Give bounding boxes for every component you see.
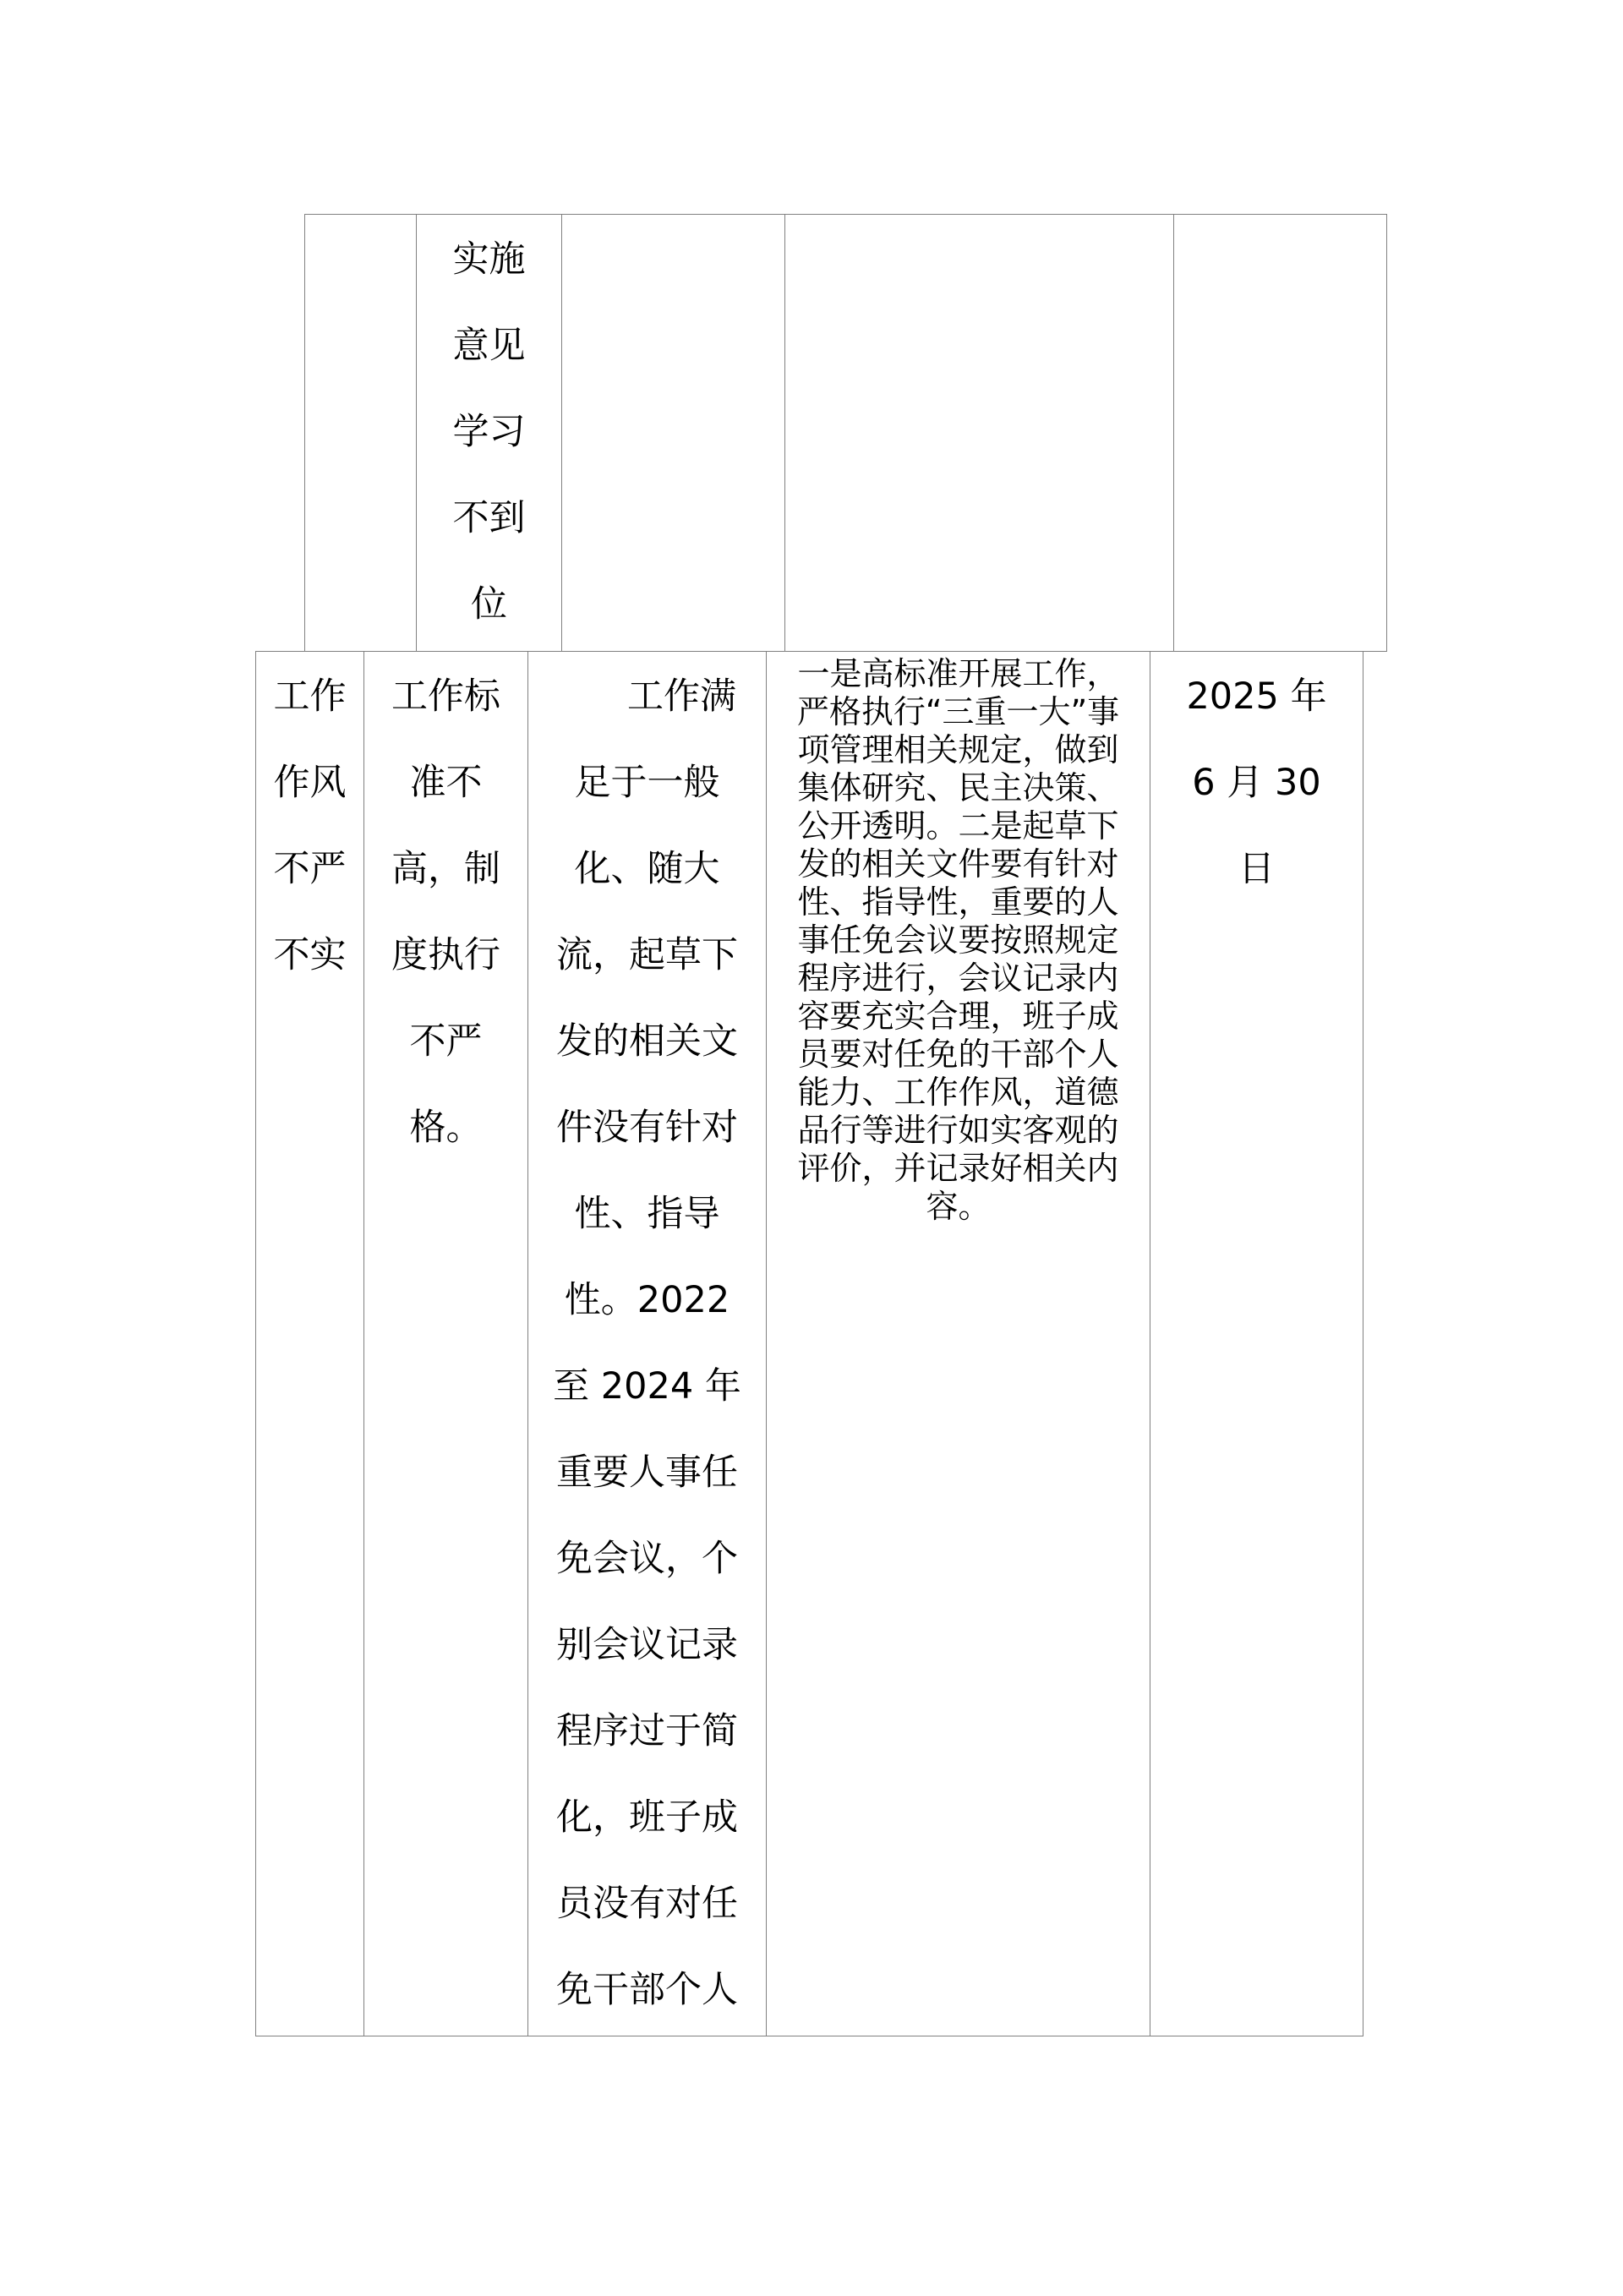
text-line: 准不 (409, 762, 483, 804)
text-line: 一是高标准开展工作， (797, 655, 1119, 692)
text-line: 6 月 30 (1192, 762, 1321, 804)
text-line: 工作标 (391, 675, 500, 718)
text-line: 作风 (273, 762, 347, 804)
table-row (305, 215, 1387, 652)
text-line: 不严 (273, 848, 347, 890)
text-line: 事任免会议要按照规定 (797, 921, 1119, 959)
text-line: 化、随大 (574, 848, 720, 890)
deadline-cell (1174, 215, 1387, 652)
detail-cell (562, 215, 785, 652)
text-line: 集体研究、民主决策、 (797, 769, 1119, 806)
measure-cell (767, 652, 1150, 2036)
text-line: 流，起草下 (556, 934, 738, 976)
text-line: 品行等进行如实客观的 (797, 1112, 1119, 1149)
problem-cell (364, 652, 528, 2036)
category-cell (256, 652, 364, 2036)
problem-text (364, 652, 527, 1171)
table-continuation (304, 214, 1387, 652)
text-line: 发的相关文 (556, 1020, 738, 1063)
text-line: 足于一般 (574, 762, 720, 804)
text-line: 发的相关文件要有针对 (797, 845, 1119, 883)
text-line: 能力、工作作风，道德 (797, 1074, 1119, 1111)
text-line: 重要人事任 (556, 1451, 738, 1494)
text-line: 评价，并记录好相关内 (797, 1150, 1119, 1187)
text-line: 性。2022 (564, 1279, 730, 1321)
category-text (256, 652, 363, 998)
deadline-text (1150, 652, 1363, 912)
measure-cell (785, 215, 1174, 652)
text-line: 员没有对任 (556, 1883, 738, 1925)
text-line: 容要充实合理，班子成 (797, 998, 1119, 1035)
text-line: 2025 年 (1186, 675, 1327, 718)
text-line: 不到 (452, 497, 526, 539)
text-line: 严格执行“三重一大”事 (796, 693, 1120, 730)
text-line: 度执行 (391, 934, 500, 976)
problem-text (417, 215, 561, 648)
text-line: 件没有针对 (556, 1107, 738, 1149)
text-line: 公开透明。二是起草下 (797, 807, 1119, 845)
text-line: 实施 (452, 238, 526, 281)
problem-cell (417, 215, 562, 652)
text-line: 程序过于简 (556, 1710, 738, 1752)
text-line: 工作 (273, 675, 347, 718)
text-line: 程序进行，会议记录内 (797, 959, 1119, 997)
text-line: 员要对任免的干部个人 (797, 1036, 1119, 1073)
text-line: 化，班子成 (556, 1796, 738, 1839)
table-row (256, 652, 1363, 2036)
text-line: 项管理相关规定，做到 (797, 731, 1119, 768)
text-line: 性、指导 (574, 1193, 720, 1235)
detail-cell (528, 652, 767, 2036)
text-line: 别会议记录 (556, 1624, 738, 1666)
text-line: 学习 (452, 411, 526, 453)
text-line: 工作满 (627, 675, 736, 718)
measure-text (767, 652, 1150, 1226)
text-line: 性、指导性，重要的人 (797, 883, 1119, 921)
text-line: 格。 (409, 1107, 483, 1149)
text-line: 高，制 (391, 848, 500, 890)
text-line: 至 2024 年 (553, 1365, 741, 1408)
text-line: 位 (471, 583, 507, 626)
text-line: 免会议，个 (556, 1538, 738, 1580)
text-line: 不严 (409, 1020, 483, 1063)
rectification-table (255, 651, 1363, 2036)
deadline-cell (1150, 652, 1363, 2036)
text-line: 不实 (273, 934, 347, 976)
text-line: 容。 (926, 1188, 991, 1225)
category-cell (305, 215, 417, 652)
text-line: 免干部个人 (556, 1969, 738, 2011)
detail-text (528, 652, 766, 2033)
text-line: 日 (1238, 848, 1275, 890)
text-line: 意见 (452, 325, 526, 367)
